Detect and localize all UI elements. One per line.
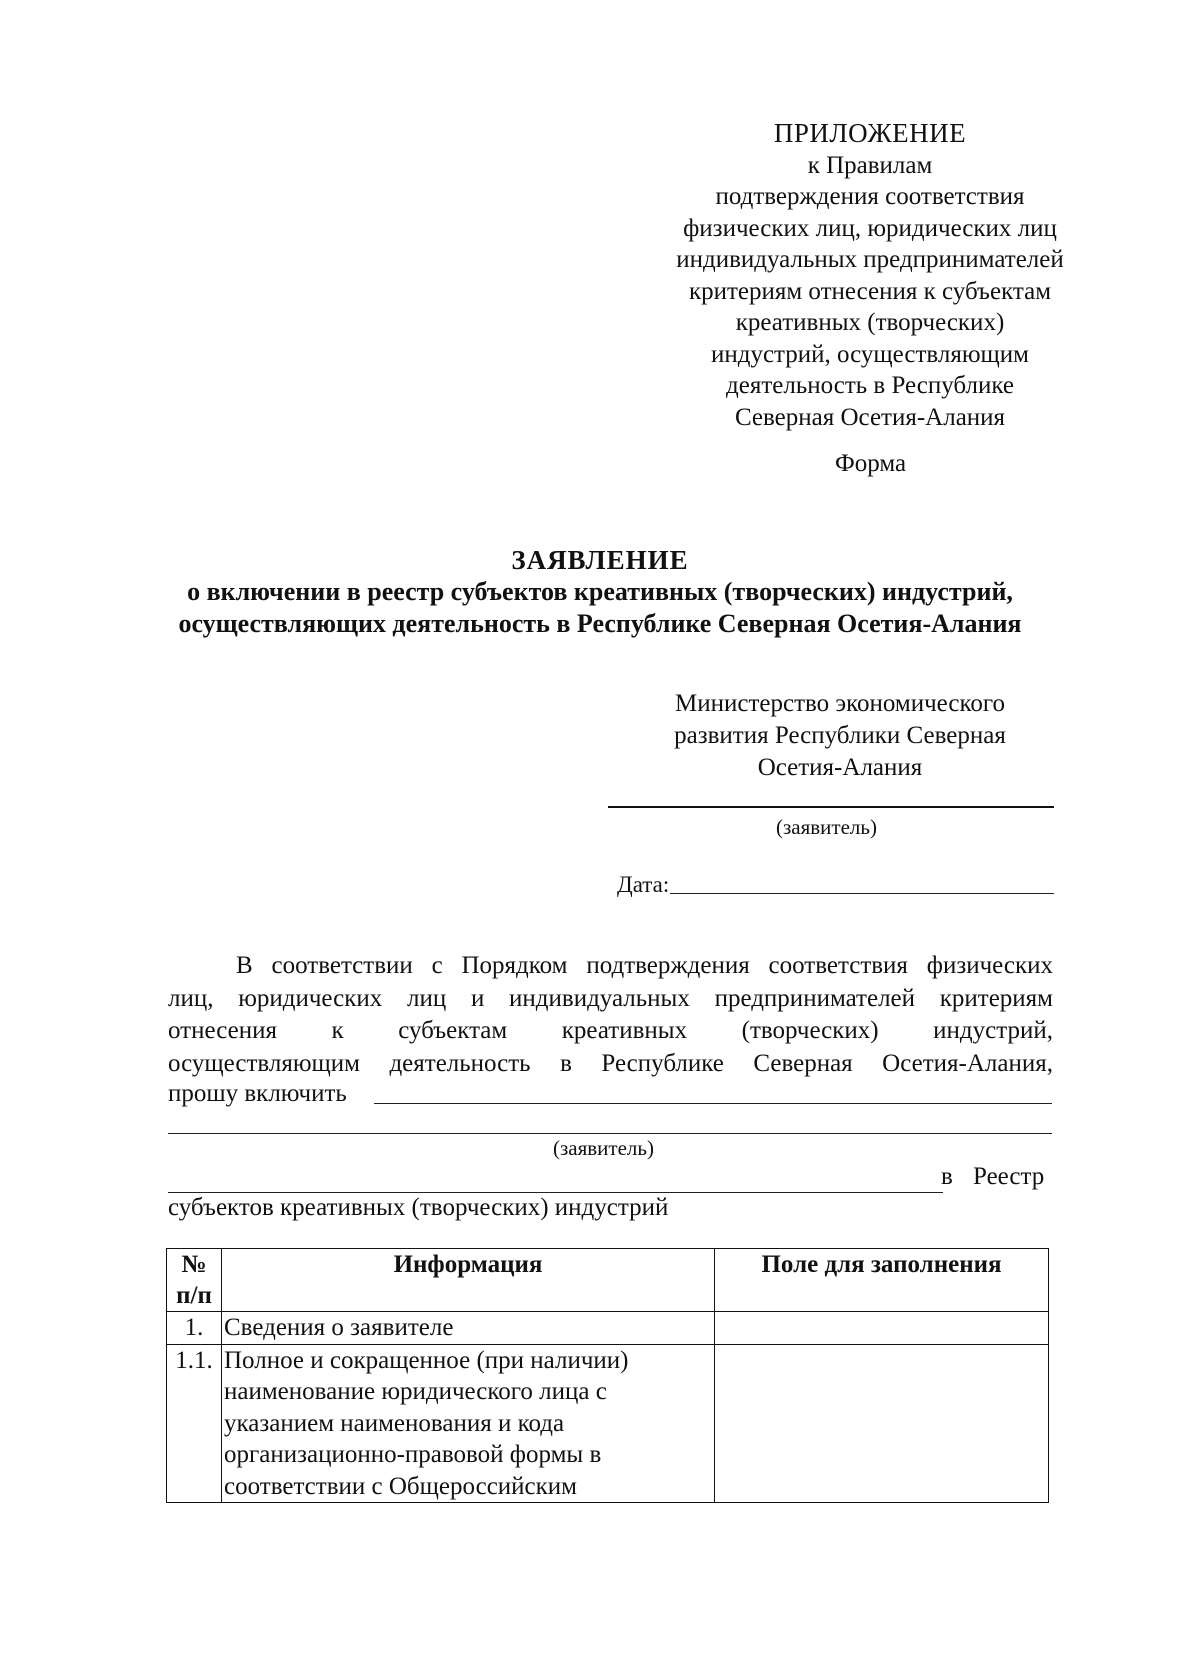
request-label: прошу включить xyxy=(168,1080,347,1107)
info-table xyxy=(166,1248,1049,1503)
annex-line: критериям отнесения к субъектам xyxy=(688,277,1052,305)
registry-word: Реестр xyxy=(973,1163,1045,1190)
row-info xyxy=(222,1312,715,1345)
body-line: лиц, юридических лиц и индивидуальных предпринимателей критериям xyxy=(168,984,1053,1012)
header-info: Информация xyxy=(222,1249,715,1312)
annex-line: Северная Осетия-Алания xyxy=(734,403,1006,431)
row-number: 1. xyxy=(167,1312,222,1345)
addressee-line: развития Республики Северная xyxy=(674,722,1006,749)
body-paragraph xyxy=(168,950,1053,1080)
row-info-line: Полное и сокращенное (при наличии) xyxy=(224,1346,629,1374)
form-label: Форма xyxy=(835,450,907,477)
registry-prefix: в xyxy=(941,1163,953,1190)
header-number xyxy=(167,1249,222,1312)
row-info-line: наименование юридического лица с xyxy=(224,1378,607,1405)
table-row xyxy=(167,1344,1049,1503)
applicant-field-line-2[interactable] xyxy=(168,1192,943,1193)
annex-line: индивидуальных предпринимателей xyxy=(676,246,1064,273)
annex-line: индустрий, осуществляющим xyxy=(710,340,1030,368)
request-field[interactable] xyxy=(374,1103,1052,1104)
date-field[interactable] xyxy=(670,893,1054,894)
table-row xyxy=(167,1312,1049,1345)
header-number-abbr: п/п xyxy=(176,1282,212,1309)
header-field: Поле для заполнения xyxy=(715,1249,1049,1312)
statement-title: ЗАЯВЛЕНИЕ xyxy=(511,545,689,575)
date-label: Дата: xyxy=(617,872,670,897)
row-info-line: соответствии с Общероссийским xyxy=(224,1472,577,1500)
table-header-row xyxy=(167,1249,1049,1312)
row-fill-field[interactable] xyxy=(715,1312,1049,1345)
addressee-line: Осетия-Алания xyxy=(757,754,923,781)
statement-subtitle-line: о включении в реестр субъектов креативных (творческих) индустрий, xyxy=(187,577,1013,606)
applicant-signature-line[interactable] xyxy=(608,806,1054,808)
statement-subtitle-line: осуществляющих деятельность в Республике Северная Осетия-Алания xyxy=(178,609,1022,638)
registry-tail: субъектов креативных (творческих) индустрий xyxy=(168,1194,669,1221)
header-number-symbol: № xyxy=(181,1251,207,1278)
applicant-caption: (заявитель) xyxy=(776,815,877,839)
row-info-line: организационно-правовой формы в xyxy=(224,1441,602,1468)
row-number: 1.1. xyxy=(167,1344,222,1503)
annex-line: к Правилам xyxy=(807,151,933,179)
statement-title-block xyxy=(120,544,1080,640)
applicant-field-line[interactable] xyxy=(168,1133,1052,1134)
body-line: отнесения к субъектам креативных (творческих) индустрий, xyxy=(168,1017,1053,1044)
body-line: осуществляющим деятельность в Республике Северная Осетия-Алания, xyxy=(168,1049,1053,1077)
row-fill-field[interactable] xyxy=(715,1344,1049,1503)
annex-line: деятельность в Республике xyxy=(726,372,1014,399)
addressee-line: Министерство экономического xyxy=(675,690,1005,717)
applicant-caption-body: (заявитель) xyxy=(553,1136,654,1160)
annex-line: подтверждения соответствия xyxy=(715,183,1025,210)
addressee-block xyxy=(640,688,1040,784)
annex-line: физических лиц, юридических лиц xyxy=(683,214,1057,242)
annex-line: креативных (творческих) xyxy=(735,309,1005,336)
annex-title: ПРИЛОЖЕНИЕ xyxy=(773,118,967,148)
row-info-line: Сведения о заявителе xyxy=(224,1314,454,1341)
annex-block xyxy=(640,118,1100,433)
row-info xyxy=(222,1344,715,1503)
row-info-line: указанием наименования и кода xyxy=(224,1409,565,1437)
body-line: В соответствии с Порядком подтверждения соответствия физических xyxy=(236,952,1053,979)
